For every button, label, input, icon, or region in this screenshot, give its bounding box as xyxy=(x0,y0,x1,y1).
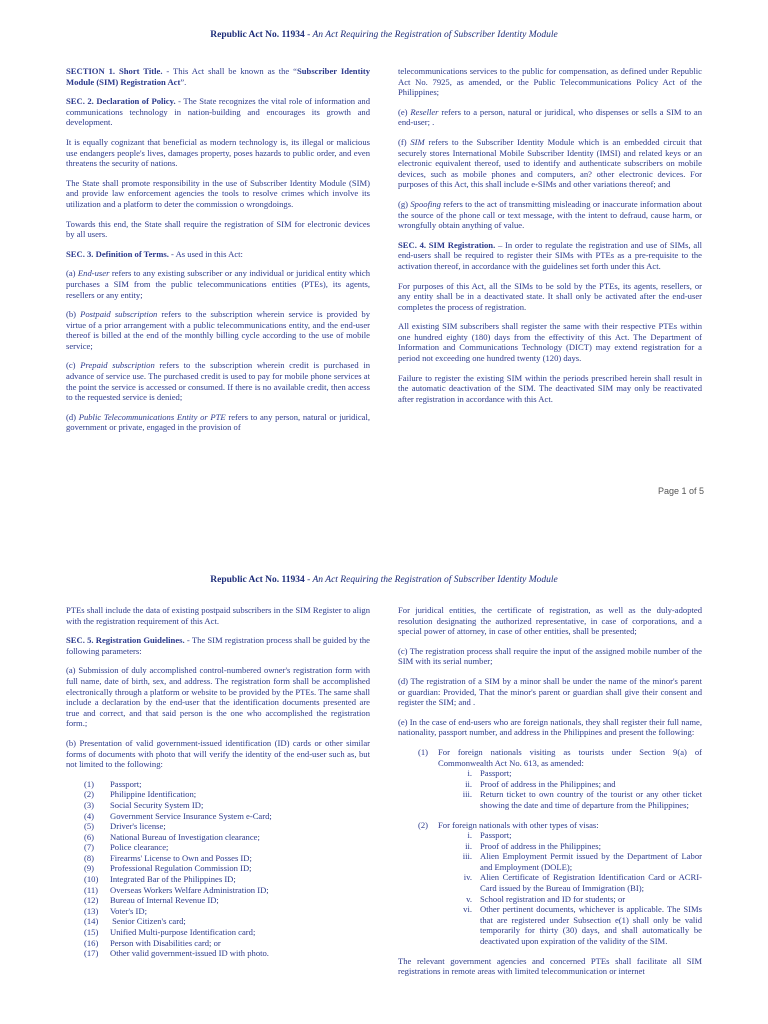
item-number: (10) xyxy=(84,874,99,885)
act-number: Republic Act No. 11934 xyxy=(210,575,305,585)
defined-term: Reseller xyxy=(410,106,439,117)
item-number: (11) xyxy=(84,884,98,895)
item-text: Voter's ID; xyxy=(110,905,147,916)
section-heading: SEC. 3. Definition of Terms. xyxy=(66,248,169,259)
item-marker: (d) xyxy=(66,411,79,422)
item-text: School registration and ID for students; or xyxy=(480,893,626,904)
definition-d xyxy=(66,412,370,433)
list-item xyxy=(84,874,370,885)
list-item xyxy=(84,927,370,938)
paragraph: Towards this end, the State shall require the registration of SIM for electronic devices by all users. xyxy=(66,218,370,240)
item-number: (3) xyxy=(84,799,95,810)
item-number: iv. xyxy=(463,872,472,883)
list-item xyxy=(84,853,370,864)
defined-term: SIM xyxy=(410,136,425,147)
item-text: Alien Employment Permit issued by the Department of Labor and Employment (DOLE); xyxy=(480,851,702,872)
list-item xyxy=(84,863,370,874)
page-header xyxy=(0,575,768,585)
item-text: National Bureau of Investigation clearance; xyxy=(110,831,260,842)
item-text: Proof of address in the Philippines; xyxy=(480,840,602,851)
document-page-2 xyxy=(0,565,768,1024)
right-column xyxy=(398,605,702,986)
list-item xyxy=(84,811,370,822)
section-heading: SEC. 5. Registration Guidelines. xyxy=(66,635,185,646)
definition-text: refers to the subscription wherein service is provided by virtue of a prior arrangement with a public telecommunications entity, and the end-user thereof is billed at the end of the monthly billing cycle according to the use of mobile service; xyxy=(66,309,370,351)
list-item xyxy=(448,894,702,905)
item-number: (5) xyxy=(84,821,95,832)
item-text: Person with Disabilities card; or xyxy=(110,937,221,948)
list-item xyxy=(84,779,370,790)
list-item xyxy=(448,830,702,841)
item-number: ii. xyxy=(465,840,472,851)
item-number: (14) xyxy=(84,916,99,927)
paragraph: The State shall promote responsibility in the use of Subscriber Identity Module (SIM) and provide law enforcement agencies the tools to resolve crimes which involve its utilization and a platform to deter the commission o wrongdoings. xyxy=(66,177,370,209)
right-column xyxy=(398,66,702,413)
list-item xyxy=(448,779,702,790)
item-marker: (g) xyxy=(398,198,411,209)
item-text: Other valid government-issued ID with photo. xyxy=(110,948,269,959)
act-title: - An Act Requiring the Registration of Subscriber Identity Module xyxy=(304,575,558,585)
list-item xyxy=(448,904,702,946)
item-number: (7) xyxy=(84,842,95,853)
item-number: (1) xyxy=(84,778,95,789)
paragraph: telecommunications services to the public for compensation, as defined under Republic Act No. 7925, as amended, or the Public Telecommunications Policy Act of the Philippines; xyxy=(398,66,702,98)
list-item xyxy=(448,789,702,810)
act-number: Republic Act No. 11934 xyxy=(210,30,305,40)
roman-list xyxy=(448,830,702,947)
left-column xyxy=(66,66,370,442)
guideline-a: (a) Submission of duly accomplished control-numbered owner's registration form with full name, date of birth, sex, and address. The registration form shall be accomplished electronically through a platform or website to be provided by the PTEs. The same shall include a declaration by the end-user that the identification documents presented are true and correct, and that said person is the one who accomplished the registration form.; xyxy=(66,665,370,729)
item-text: Police clearance; xyxy=(110,842,169,853)
item-text: Passport; xyxy=(480,768,512,779)
roman-list xyxy=(448,768,702,810)
item-text: For foreign nationals with other types of visas: xyxy=(438,819,599,830)
list-item xyxy=(84,789,370,800)
item-number: iii. xyxy=(462,851,472,862)
item-number: v. xyxy=(466,893,472,904)
section-text: - The State recognizes the vital role of information and communications technology in nation-building and encourages its growth and development. xyxy=(66,96,370,128)
section-heading: SEC. 4. SIM Registration. xyxy=(398,239,496,250)
defined-term: End-user xyxy=(77,268,110,279)
definition-text: refers to the subscription wherein credit is purchased in advance of service use. The purchased credit is used to pay for mobile phone services at the point the service is accessed or consumed. If there is no available credit, then access to the requested service is denied; xyxy=(66,360,370,403)
list-item xyxy=(84,842,370,853)
definition-text: refers to any existing subscriber or any individual or juridical entity which purchases a SIM from the public telecommunications entities (PTEs), its agents, resellers or any entity; xyxy=(66,268,370,300)
id-list xyxy=(66,779,370,959)
item-text: Passport; xyxy=(480,830,512,841)
list-item xyxy=(84,948,370,959)
item-number: iii. xyxy=(462,789,472,800)
item-text: Philippine Identification; xyxy=(110,789,197,800)
item-marker: (b) xyxy=(66,309,81,320)
paragraph: It is equally cognizant that beneficial as modern technology is, its illegal or malicious use endangers people's lives, damages property, poses hazards to public order, and even threatens the security of nations. xyxy=(66,136,370,169)
left-column xyxy=(66,605,370,968)
item-number: (4) xyxy=(84,810,95,821)
definition-c xyxy=(66,360,370,402)
section-text: - As used in this Act: xyxy=(168,248,243,259)
section-1-paragraph xyxy=(66,66,370,87)
section-text: – In order to regulate the registration and use of SIMs, all end-users shall be required to register their SIMs with PTEs as a pre-requisite to the activation thereof, in accordance with the guidelines set forth under this Act. xyxy=(398,239,702,271)
item-text: Integrated Bar of the Philippines ID; xyxy=(110,874,236,885)
section-text: - The SIM registration process shall be guided by the following parameters: xyxy=(66,635,370,656)
item-number: i. xyxy=(467,768,472,779)
definition-g xyxy=(398,199,702,231)
item-number: (12) xyxy=(84,895,99,906)
defined-term: Spoofing xyxy=(410,198,441,209)
item-number: i. xyxy=(467,830,472,841)
paragraph: The relevant government agencies and concerned PTEs shall facilitate all SIM registrations in remote areas with limited telecommunication or internet xyxy=(398,955,702,977)
item-number: (2) xyxy=(418,819,429,830)
definition-f xyxy=(398,137,702,190)
list-item xyxy=(84,916,370,927)
item-text: Unified Multi-purpose Identification card; xyxy=(110,927,256,938)
item-number: (17) xyxy=(84,948,99,959)
act-short-title: Subscriber Identity Module (SIM) Registration Act xyxy=(66,66,370,87)
page-number: Page 1 of 5 xyxy=(657,486,704,496)
page-separator xyxy=(0,520,768,565)
section-text: - This Act shall be known as the “ xyxy=(162,66,297,76)
definition-text: refers to a person, natural or juridical, who dispenses or sells a SIM to an end-user; . xyxy=(398,106,702,128)
item-number: (8) xyxy=(84,852,95,863)
item-text: Overseas Workers Welfare Administration ID; xyxy=(110,884,269,895)
item-text: Bureau of Internal Revenue ID; xyxy=(110,895,219,906)
section-4-paragraph xyxy=(398,240,702,272)
defined-term: Prepaid subscription xyxy=(80,360,155,371)
item-number: (6) xyxy=(84,831,95,842)
item-number: (2) xyxy=(84,789,95,800)
item-text: Government Service Insurance System e-Card; xyxy=(110,810,272,821)
item-number: (16) xyxy=(84,937,99,948)
list-item xyxy=(84,895,370,906)
item-number: (1) xyxy=(418,746,429,757)
list-item xyxy=(448,768,702,779)
sub-item-heading xyxy=(418,747,702,768)
item-text: For foreign nationals visiting as tourists under Section 9(a) of Commonwealth Act No. 613, as amended: xyxy=(438,746,702,768)
list-item xyxy=(448,841,702,852)
definition-b xyxy=(66,309,370,351)
item-number: ii. xyxy=(465,778,472,789)
list-item xyxy=(84,885,370,896)
guideline-b: (b) Presentation of valid government-issued identification (ID) cards or other similar forms of documents with photo that will verify the identity of the end-user such as, but not limited to the following: xyxy=(66,737,370,770)
item-text: Driver's license; xyxy=(110,821,166,832)
paragraph: PTEs shall include the data of existing postpaid subscribers in the SIM Register to align with the registration requirement of this Act. xyxy=(66,605,370,626)
item-text: Social Security System ID; xyxy=(110,799,204,810)
list-item xyxy=(84,821,370,832)
item-text: Other pertinent documents, whichever is applicable. The SIMs that are registered under Subsection e(1) shall only be valid temporarily for thirty (30) days, and shall automatically be deactivated upon expiration of the validity of the SIM. xyxy=(480,904,702,947)
item-text: Firearms' License to Own and Posses ID; xyxy=(110,852,252,863)
list-item xyxy=(84,832,370,843)
list-item xyxy=(448,851,702,872)
list-item xyxy=(84,800,370,811)
item-number: vi. xyxy=(463,904,472,915)
section-3-paragraph xyxy=(66,249,370,260)
page-header xyxy=(0,30,768,40)
item-text: Passport; xyxy=(110,778,142,789)
paragraph: All existing SIM subscribers shall register the same with their respective PTEs within one hundred eighty (180) days from the effectivity of this Act. The Department of Information and Communications Technology (DICT) may extend registration for a period not exceeding one hundred twenty (120) days. xyxy=(398,321,702,364)
section-heading: SECTION 1. Short Title. xyxy=(66,66,163,76)
item-marker: (f) xyxy=(398,136,411,147)
act-title: - An Act Requiring the Registration of Subscriber Identity Module xyxy=(304,30,558,40)
defined-term: Public Telecommunications Entity or PTE xyxy=(78,411,226,422)
item-marker: (a) xyxy=(66,268,78,279)
definition-text: refers to the Subscriber Identity Module which is an embedded circuit that securely stores International Mobile Subscriber Identity (IMSI) and related keys or an electronic equivalent thereof, used to identify and authenticate subscribers on mobile devices, such as mobile phones and computers, an? other electronic devices. For purposes of this Act, this shall include e-SIMs and other variations thereof; and xyxy=(398,136,702,190)
item-number: (9) xyxy=(84,863,95,874)
paragraph: Failure to register the existing SIM within the periods prescribed herein shall result in the automatic deactivation of the SIM. The deactivated SIM may only be reactivated after registration in accordance with this Act. xyxy=(398,372,702,404)
list-item xyxy=(84,938,370,949)
item-marker: (e) xyxy=(398,106,411,117)
list-item xyxy=(448,872,702,893)
definition-e xyxy=(398,107,702,128)
sub-item-heading xyxy=(418,820,702,831)
foreign-tourist-requirements xyxy=(398,747,702,811)
item-number: (13) xyxy=(84,905,99,916)
guideline-c: (c) The registration process shall require the input of the assigned mobile number of the SIM with its serial number; xyxy=(398,645,702,667)
item-text: Senior Citizen's card; xyxy=(110,916,186,927)
guideline-d: (d) The registration of a SIM by a minor shall be under the name of the minor's parent or guardian: Provided, That the minor's parent or guardian shall give their consent and register the SIM; and . xyxy=(398,675,702,708)
definition-text: refers to the act of transmitting misleading or inaccurate information about the source of the phone call or text message, with the intent to defraud, cause harm, or wrongfully obtain anything of value. xyxy=(398,198,703,231)
item-text: Alien Certificate of Registration Identification Card or ACRI-Card issued by the Bureau of Immigration (BI); xyxy=(480,872,702,894)
paragraph: For purposes of this Act, all the SIMs to be sold by the PTEs, its agents, resellers, or any entity shall be in a deactivated state. It shall only be activated after the end-user completes the process of registration. xyxy=(398,280,702,312)
item-number: (15) xyxy=(84,927,99,938)
definition-a xyxy=(66,268,370,300)
item-text: Professional Regulation Commission ID; xyxy=(110,863,252,874)
section-text: ”. xyxy=(180,76,187,87)
item-text: Return ticket to own country of the tourist or any other ticket showing the date and time of departure from the Philippines; xyxy=(480,789,702,810)
definition-text: refers to any person, natural or juridical, government or private, engaged in the provision of xyxy=(66,411,371,433)
guideline-e: (e) In the case of end-users who are foreign nationals, they shall register their full name, nationality, passport number, and address in the Philippines and present the following: xyxy=(398,716,702,738)
section-heading: SEC. 2. Declaration of Policy. xyxy=(66,96,176,107)
item-marker: (c) xyxy=(66,360,81,371)
defined-term: Postpaid subscription xyxy=(80,309,158,320)
paragraph: For juridical entities, the certificate of registration, as well as the duly-adopted resolution designating the authorized representative, in case of corporations, and a special power of attorney, in case of other entities, shall be presented; xyxy=(398,605,702,637)
section-2-paragraph xyxy=(66,96,370,128)
section-5-paragraph xyxy=(66,635,370,656)
item-text: Proof of address in the Philippines; and xyxy=(480,778,616,789)
list-item xyxy=(84,906,370,917)
foreign-visa-requirements xyxy=(398,820,702,947)
